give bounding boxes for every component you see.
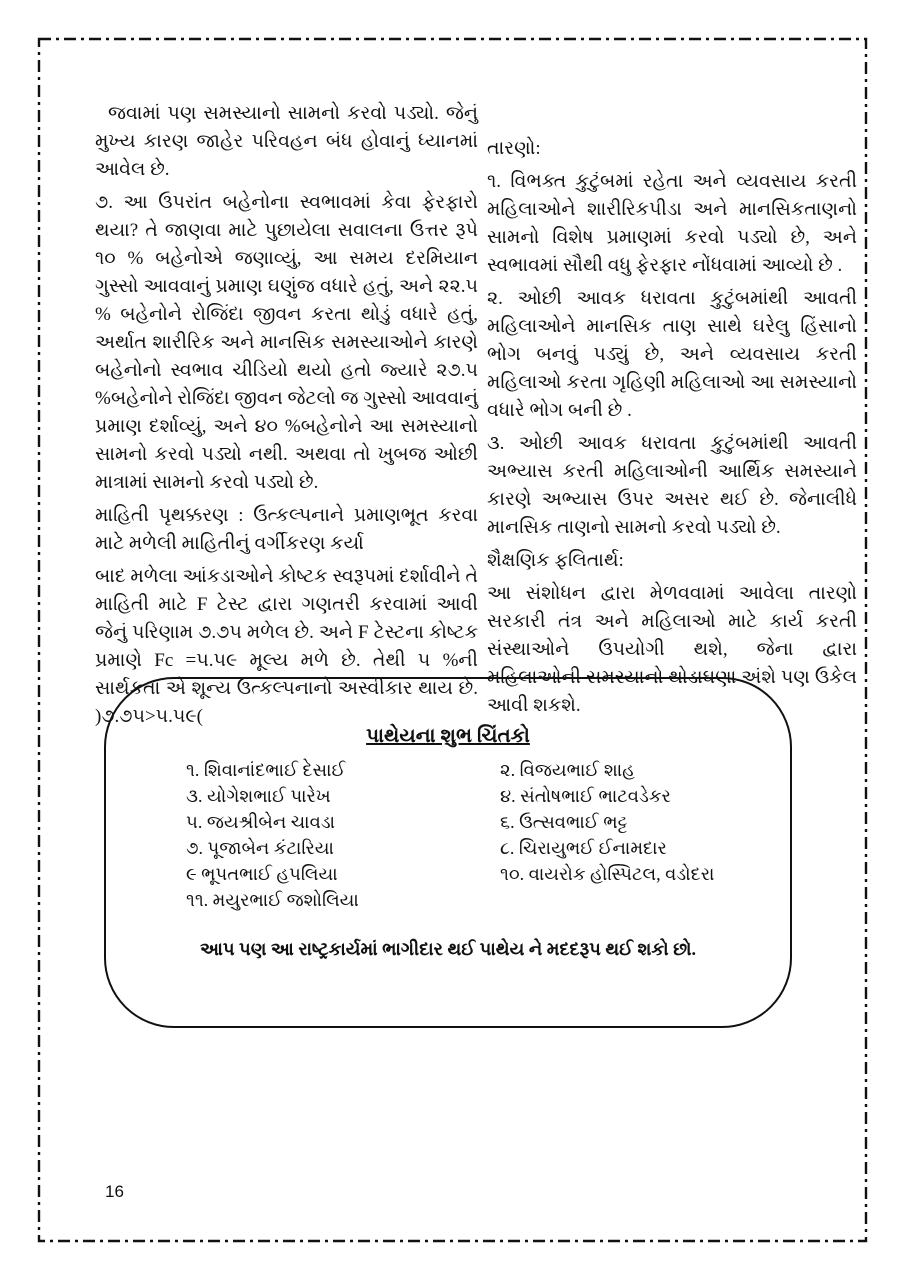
wellwisher-name: ૩. યોગેશભાઈ પારેખ (186, 786, 331, 806)
wellwisher-name: ૧૧. મયુરભાઈ જશોલિયા (186, 890, 359, 910)
wellwisher-name: ૯ ભૂપતભાઈ હપલિયા (186, 864, 338, 884)
wellwishers-name-grid (106, 757, 790, 913)
left-column (95, 100, 478, 736)
body-paragraph: ૭. આ ઉપરાંત બહેનોના સ્વભાવમાં કેવા ફેરફારો થયા? તે જાણવા માટે પુછાયેલા સવાલના ઉત્તર રૂપે ૧૦ % બહેનોએ જણાવ્યું, આ સમય દરમિયાન ગુસ્સો આવવાનું પ્રમાણ ઘણુંજ વધારે હતું, અને ૨૨.૫ % બહેનોને રોજિંદા જીવન કરતા થોડું વધારે હતું, અર્થાત શારીરિક અને માનસિક સમસ્યાઓને કારણે બહેનોનો સ્વભાવ ચીડિયો થયો હતો જ્યારે ૨૭.૫ %બહેનોને રોજિંદા જીવન જેટલો જ ગુસ્સો આવવાનું પ્રમાણ દર્શાવ્યું, અને ૪૦ %બહેનોને આ સમસ્યાનો સામનો કરવો પડ્યો નથી. અથવા તો ખુબજ ઓછી માત્રામાં સામનો કરવો પડ્યો છે. (95, 192, 478, 493)
page-number: 16 (105, 1182, 124, 1201)
finding-item: ૨. ઓછી આવક ધરાવતા કુટુંબમાંથી આવતી મહિલાઓને માનસિક તાણ સાથે ઘરેલુ હિંસાનો ભોગ બનવું પડ્યું છે, અને વ્યવસાય કરતી મહિલાઓ કરતા ગૃહિણી મહિલાઓ આ સમસ્યાનો વધારે ભોગ બની છે . (487, 288, 857, 421)
wellwishers-right-column (448, 757, 790, 913)
findings-heading: તારણો: (487, 138, 541, 159)
wellwisher-name: ૭. પૂજાબેન કંટારિયા (186, 838, 334, 858)
two-column-body (95, 100, 857, 736)
right-column (487, 100, 857, 736)
wellwishers-left-column (106, 757, 448, 913)
body-paragraph: જવામાં પણ સમસ્યાનો સામનો કરવો પડ્યો. જેનું મુખ્ય કારણ જાહેર પરિવહન બંધ હોવાનું ધ્યાનમાં આવેલ છે. (95, 103, 478, 180)
wellwisher-name: ૨. વિજયભાઈ શાહ (500, 760, 635, 780)
data-analysis-paragraph: માહિતી પૃથક્કરણ : ઉત્કલ્પનાને પ્રમાણભૂત કરવા માટે મળેલી માહિતીનું વર્ગીકરણ કર્યા (95, 505, 478, 554)
wellwisher-name: ૪. સંતોષભાઈ ભાટવડેકર (500, 786, 671, 806)
finding-item: ૩. ઓછી આવક ધરાવતા કુટુંબમાંથી આવતી અભ્યાસ કરતી મહિલાઓની આર્થિક સમસ્યાને કારણે અભ્યાસ ઉપર અસર થઈ છે. જેનાલીધે માનસિક તાણનો સામનો કરવો પડ્યો છે. (487, 433, 857, 538)
f-test-paragraph: બાદ મળેલા આંકડાઓને કોષ્ટક સ્વરૂપમાં દર્શાવીને તે માહિતી માટે F ટેસ્ટ દ્વારા ગણતરી કરવામાં આવી જેનું પરિણામ ૭.૭૫ મળેલ છે. અને F ટેસ્ટના કોષ્ટક પ્રમાણે Fc =૫.૫૯ મૂલ્ય મળે છે. તેથી ૫ %ની સાર્થકતા એ શૂન્ય ઉત્કલ્પનાનો અસ્વીકાર થાય છે. )૭.૭૫>૫.૫૯( (95, 566, 478, 727)
wellwisher-name: ૬. ઉત્સવભાઈ ભટ્ટ (500, 812, 628, 832)
wellwishers-footer-note: આપ પણ આ રાષ્ટ્રકાર્યમાં ભાગીદાર થઈ પાથેય ને મદદરૂપ થઈ શકો છો. (199, 939, 697, 959)
wellwisher-name: ૧. શિવાનાંદભાઈ દેસાઈ (186, 760, 346, 780)
implications-heading: શૈક્ષણિક ફલિતાર્થ: (487, 550, 624, 571)
wellwisher-name: ૫. જયશ્રીબેન ચાવડા (186, 812, 336, 832)
wellwisher-name: ૧૦. વાયરોક હોસ્પિટલ, વડોદરા (500, 864, 715, 884)
finding-item: ૧. વિભક્ત કુટુંબમાં રહેતા અને વ્યવસાય કરતી મહિલાઓને શારીરિકપીડા અને માનસિકતાણનો સામનો વિશેષ પ્રમાણમાં કરવો પડ્યો છે, અને સ્વભાવમાં સૌથી વધુ ફેરફાર નોંધવામાં આવ્યો છે . (487, 171, 857, 276)
wellwishers-title: પાથેયના શુભ ચિંતકો (366, 725, 530, 747)
implications-paragraph: આ સંશોધન દ્વારા મેળવવામાં આવેલા તારણો સરકારી તંત્ર અને મહિલાઓ માટે કાર્ય કરતી સંસ્થાઓને ઉપયોગી થશે, જેના દ્વારા મહિલાઓની સમસ્યાનો થોડાઘણા અંશે પણ ઉકેલ આવી શકશે. (487, 583, 857, 716)
wellwishers-box (104, 677, 792, 1028)
wellwisher-name: ૮. ચિરાયુભઈ ઈનામદાર (500, 838, 667, 858)
